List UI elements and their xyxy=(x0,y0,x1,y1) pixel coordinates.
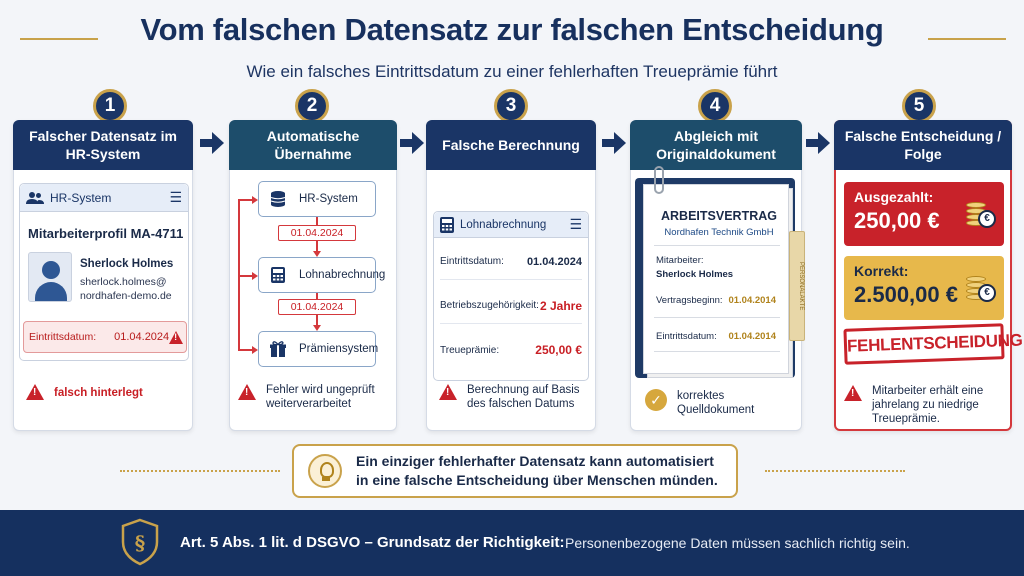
dotted-rule-right xyxy=(765,470,905,472)
warning-icon xyxy=(844,385,862,401)
personnel-file xyxy=(635,178,795,378)
dotted-rule-left xyxy=(120,470,280,472)
contract-start-row xyxy=(656,295,776,306)
step-number-1: 1 xyxy=(93,89,127,123)
row-label: Eintrittsdatum: xyxy=(440,256,504,267)
step-number-2: 2 xyxy=(295,89,329,123)
step-4-note xyxy=(645,389,767,417)
contract-start-value: 01.04.2014 xyxy=(728,295,776,306)
step-number-3: 3 xyxy=(494,89,528,123)
flow-box-3-label: Prämiensystem xyxy=(299,343,379,355)
correct-amount-box xyxy=(844,256,1004,320)
row-label: Betriebszugehörigkeit: xyxy=(440,300,539,311)
key-message-box xyxy=(292,444,738,498)
step-2-note-text: Fehler wird ungeprüft weiterverarbeitet xyxy=(266,384,375,410)
flow-date-1: 01.04.2024 xyxy=(278,225,356,241)
gift-icon xyxy=(269,340,287,358)
avatar xyxy=(28,252,72,302)
coins-icon: € xyxy=(964,272,996,304)
flow-box-1-label: HR-System xyxy=(299,193,358,205)
row-value: 2 Jahre xyxy=(539,298,582,313)
calculator-icon xyxy=(440,217,454,233)
correct-value: 2.500,00 € xyxy=(854,282,958,307)
step-5-panel xyxy=(834,120,1023,431)
step-4-note-text: korrektes Quelldokument xyxy=(677,390,755,416)
step-2-heading: Automatische Übernahme xyxy=(229,120,397,170)
flow-box-hr-system xyxy=(258,181,376,217)
warning-icon xyxy=(439,384,457,400)
hr-card-header xyxy=(20,184,188,212)
svg-text:§: § xyxy=(134,531,146,555)
paid-amount-box xyxy=(844,182,1004,246)
flow-arrow-2 xyxy=(412,132,424,154)
page-title: Vom falschen Datensatz zur falschen Entscheidung xyxy=(140,12,884,47)
flow-arrow-1 xyxy=(212,132,224,154)
entry-date-value: 01.04.2024 xyxy=(114,331,170,343)
contract-entry-value: 01.04.2014 xyxy=(728,331,776,342)
step-number-4: 4 xyxy=(698,89,732,123)
correct-label: Korrekt: xyxy=(854,263,909,279)
payroll-row-bonus xyxy=(440,332,582,368)
entry-date-label: Eintrittsdatum: xyxy=(29,331,97,343)
calculator-icon xyxy=(269,266,287,284)
contract-title: ARBEITSVERTRAG xyxy=(661,209,777,223)
step-4-heading: Abgleich mit Originaldokument xyxy=(630,120,802,170)
wrong-entry-date-field xyxy=(23,321,187,353)
footer-legal-reference: Art. 5 Abs. 1 lit. d DSGVO – Grundsatz der Richtigkeit: xyxy=(180,534,565,551)
row-value: 01.04.2024 xyxy=(526,255,582,268)
contract-employee-name: Sherlock Holmes xyxy=(656,269,734,280)
step-5-note xyxy=(844,384,1002,426)
warning-icon xyxy=(26,384,44,400)
step-1-note-text: falsch hinterlegt xyxy=(54,387,143,399)
payroll-card-header xyxy=(434,212,588,238)
database-icon xyxy=(269,190,287,208)
step-2-note xyxy=(238,383,396,411)
step-1-panel xyxy=(13,120,193,431)
row-label: Treueprämie: xyxy=(440,344,500,356)
step-1-note xyxy=(26,383,143,400)
contract-company: Nordhafen Technik GmbH xyxy=(664,227,774,238)
flow-arrow-4 xyxy=(818,132,830,154)
key-message-line-2: in eine falsche Entscheidung über Menschen münden. xyxy=(356,472,718,488)
warning-icon xyxy=(169,331,183,344)
step-number-5: 5 xyxy=(902,89,936,123)
checkmark-icon: ✓ xyxy=(645,389,667,411)
profile-id: Mitarbeiterprofil MA-4711 xyxy=(28,226,184,241)
wrong-decision-stamp: FEHLENTSCHEIDUNG xyxy=(843,323,1004,365)
warning-icon xyxy=(238,384,256,400)
step-3-panel xyxy=(426,120,596,431)
flow-box-bonus-system xyxy=(258,331,379,367)
key-message xyxy=(356,452,718,490)
shield-icon xyxy=(120,518,160,566)
payroll-row-tenure xyxy=(440,288,582,324)
email-line-2: nordhafen-demo.de xyxy=(80,290,172,302)
flow-box-2-label: Lohnabrechnung xyxy=(299,269,386,281)
step-3-heading: Falsche Berechnung xyxy=(426,120,596,170)
hr-card-title: HR-System xyxy=(50,190,112,205)
contract-entry-row xyxy=(656,331,776,342)
contract-entry-label: Eintrittsdatum: xyxy=(656,331,717,342)
step-1-heading: Falscher Datensatz im HR-System xyxy=(13,120,193,170)
email-line-1: sherlock.holmes@ xyxy=(80,276,167,288)
menu-icon[interactable]: ☰ xyxy=(169,189,182,205)
step-5-note-text: Mitarbeiter erhält eine jahrelang zu niedrige Treueprämie. xyxy=(872,385,984,425)
contract-start-label: Vertragsbeginn: xyxy=(656,295,723,306)
footer-principle-text: Personenbezogene Daten müssen sachlich richtig sein. xyxy=(565,535,910,551)
flow-date-2: 01.04.2024 xyxy=(278,299,356,315)
lightbulb-icon xyxy=(308,454,342,488)
paid-label: Ausgezahlt: xyxy=(854,189,934,205)
step-2-panel xyxy=(229,120,397,431)
personnel-file-tab: PERSONALAKTE xyxy=(789,231,805,341)
step-3-note-text: Berechnung auf Basis des falschen Datums xyxy=(467,384,580,410)
key-message-line-1: Ein einziger fehlerhafter Datensatz kann automatisiert xyxy=(356,453,714,469)
paperclip-icon xyxy=(654,166,664,194)
employee-email xyxy=(80,275,190,303)
payroll-row-entry-date xyxy=(440,244,582,280)
flow-arrow-3 xyxy=(614,132,626,154)
users-icon xyxy=(26,191,44,205)
step-4-panel xyxy=(630,120,802,431)
employee-name: Sherlock Holmes xyxy=(80,258,174,270)
employment-contract xyxy=(643,184,789,374)
flow-box-payroll xyxy=(258,257,386,293)
payroll-card xyxy=(433,211,589,381)
contract-employee-label: Mitarbeiter: xyxy=(656,255,704,266)
coins-icon: € xyxy=(964,198,996,230)
paid-value: 250,00 € xyxy=(854,208,940,233)
step-3-note xyxy=(439,383,587,411)
page-subtitle: Wie ein falsches Eintrittsdatum zu einer fehlerhaften Treueprämie führt xyxy=(246,62,778,81)
payroll-card-title: Lohnabrechnung xyxy=(460,218,547,231)
menu-icon[interactable]: ☰ xyxy=(569,216,582,232)
hr-system-card xyxy=(19,183,189,361)
row-value: 250,00 € xyxy=(535,343,582,357)
step-5-heading: Falsche Entscheidung / Folge xyxy=(834,120,1012,170)
